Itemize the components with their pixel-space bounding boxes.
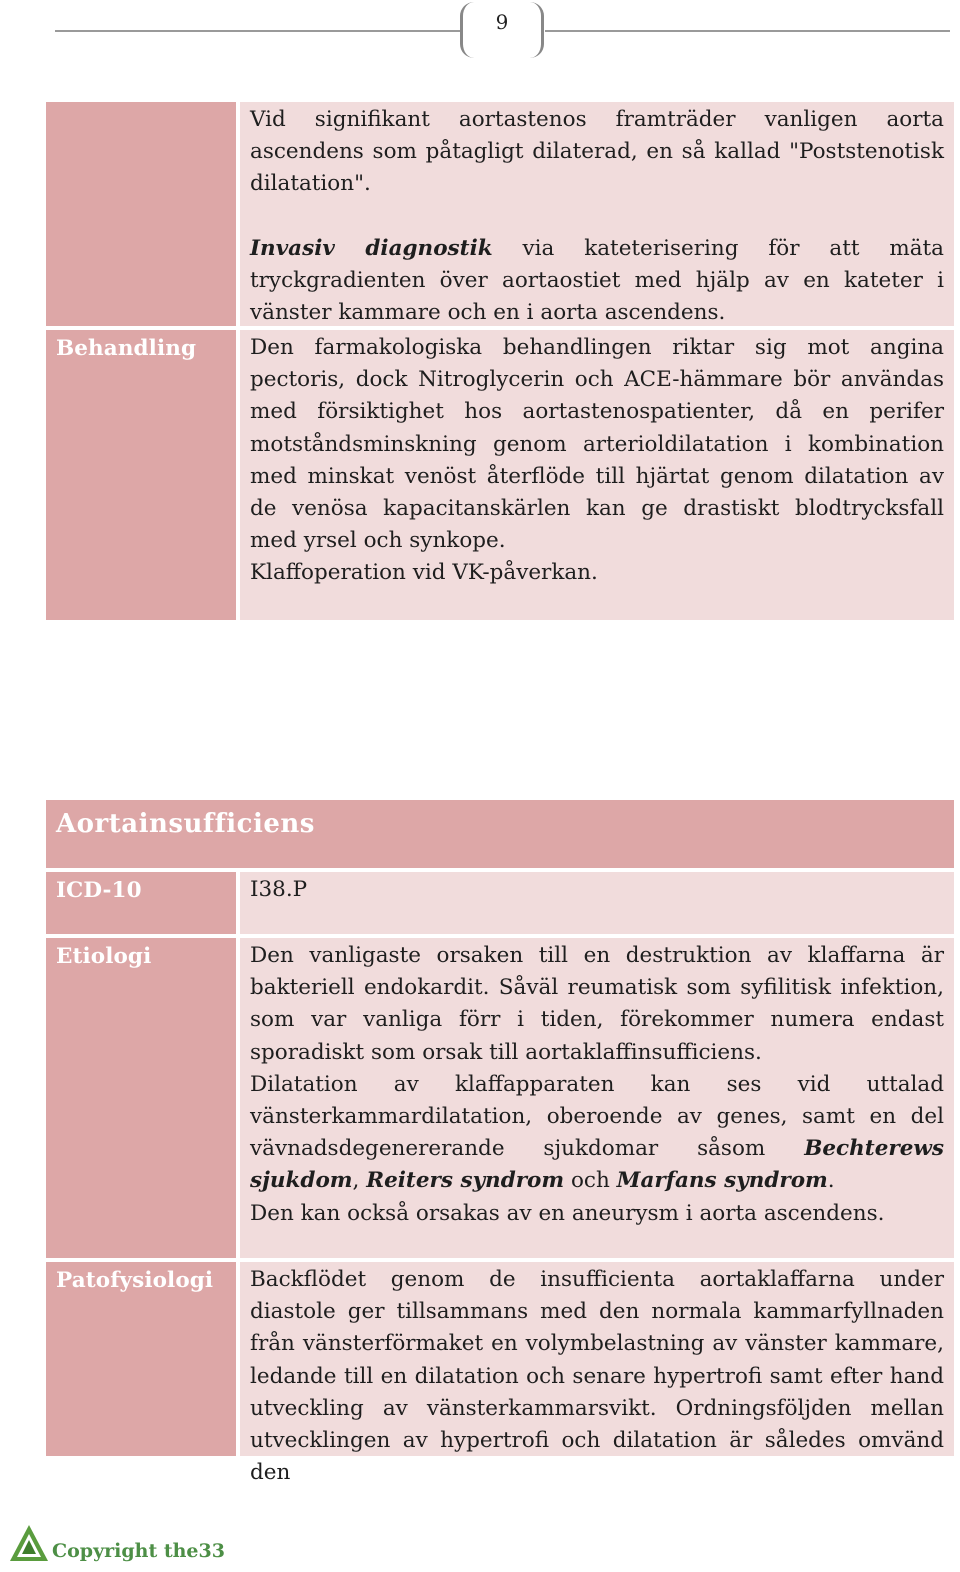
poststenotic-paragraph: Vid signifikant aortastenos framträder vanligen aorta ascendens som påtagligt dilaterad, en så kallad "Poststenotisk dilatation".	[250, 107, 944, 197]
period-text: .	[827, 1168, 835, 1194]
behandling-paragraph: Den farmakologiska behandlingen riktar sig mot angina pectoris, dock Nitroglycerin och ACE-hämmare bör användas med försiktighet hos aortastenospatienter, då en perifer motståndsminskning genom arterioldilatation i kombination med minskat venöst återflöde till hjärtat genom dilatation av de venösa kapacitanskärlen kan ge drastiskt blodtrycksfall med yrsel och synkope.	[250, 335, 944, 554]
footer	[8, 1522, 225, 1564]
icd-code: I38.P	[250, 877, 308, 902]
page-number: 9	[495, 10, 509, 34]
copyright-text: Copyright the33	[52, 1540, 225, 1562]
etiologi-paragraph-1: Den vanligaste orsaken till en destruktion av klaffarna är bakteriell endokardit. Såväl reumatisk som syfilitisk infektion, som var vanliga förr i tiden, förekommer numera endast sporadiskt som orsak till aortaklaffinsufficiens.	[250, 943, 944, 1065]
row-label-patofysiologi: Patofysiologi	[46, 1262, 236, 1456]
header-rule-left	[55, 30, 460, 32]
etiologi-text: Dilatation av klaffapparaten kan ses vid uttalad vänsterkammardilatation, oberoende av genes, samt en del vävnadsdegenererande sjukdomar såsom	[250, 1071, 944, 1162]
etiologi-paragraph-2	[250, 1069, 944, 1198]
row-content-continued	[240, 102, 954, 326]
table-row-behandling	[46, 330, 954, 620]
invasive-diagnostics-text: via kateterisering för att mäta tryckgradienten över aortaostiet med hjälp av en kateter i vänster kammare och en i aorta ascendens.	[250, 235, 944, 326]
row-label-icd: ICD-10	[46, 872, 236, 934]
row-content-icd	[240, 872, 954, 934]
marfans-emphasis: Marfans syndrom	[616, 1168, 828, 1194]
row-label-empty	[46, 102, 236, 326]
table-row-continued	[46, 102, 954, 326]
invasive-diagnostics-paragraph	[250, 233, 944, 330]
separator-text: ,	[352, 1168, 367, 1194]
table-row-patofysiologi	[46, 1262, 954, 1486]
row-content-patofysiologi	[240, 1262, 954, 1486]
bechterews-emphasis: Bechterews sjukdom	[250, 1136, 944, 1194]
separator-text: och	[564, 1168, 617, 1194]
row-content-behandling	[240, 330, 954, 620]
header-rule-right	[545, 30, 950, 32]
aortainsufficiens-table	[46, 800, 954, 1486]
invasive-diagnostics-emphasis: Invasiv diagnostik	[250, 235, 493, 261]
reiters-emphasis: Reiters syndrom	[366, 1168, 565, 1194]
page-header	[0, 0, 960, 62]
section-title: Aortainsufficiens	[46, 800, 954, 868]
triangle-logo-icon	[8, 1522, 50, 1564]
row-content-etiologi	[240, 938, 954, 1258]
table-row-etiologi	[46, 938, 954, 1258]
etiologi-paragraph-3: Den kan också orsakas av en aneurysm i aorta ascendens.	[250, 1200, 885, 1226]
top-table	[46, 102, 954, 624]
row-label-etiologi: Etiologi	[46, 938, 236, 1258]
patofysiologi-paragraph: Backflödet genom de insufficienta aortaklaffarna under diastole ger tillsammans med den normala kammarfyllnaden från vänsterförmaket en volymbelastning av vänster kammare, ledande till en dilatation och senare hypertrofi samt efter hand utveckling av vänsterkammarsvikt. Ordningsföljden mellan utvecklingen av hypertrofi och dilatation är således omvänd den	[250, 1267, 944, 1486]
behandling-klaffoperation: Klaffoperation vid VK-påverkan.	[250, 560, 598, 586]
table-row-icd	[46, 872, 954, 934]
row-label-behandling: Behandling	[46, 330, 236, 620]
